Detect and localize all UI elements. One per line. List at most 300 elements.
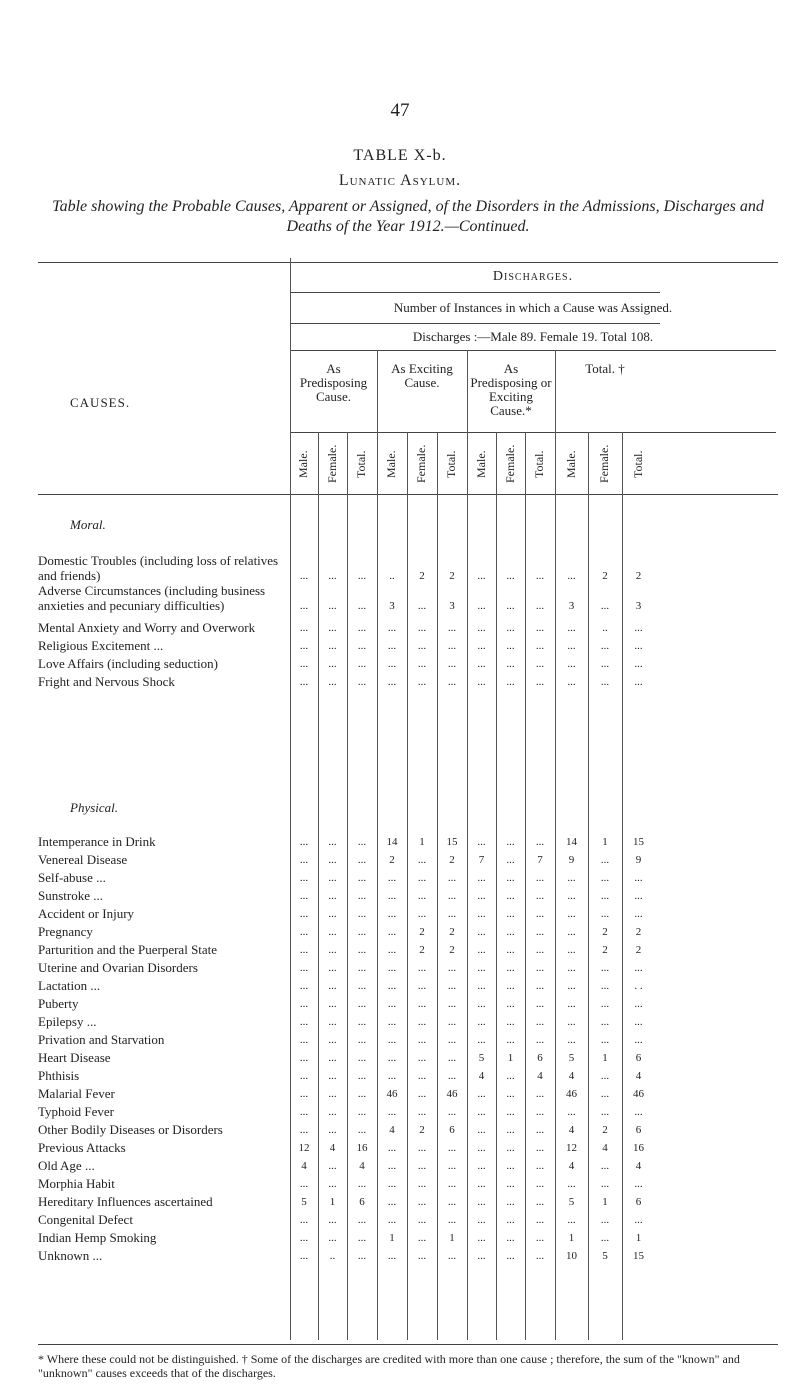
table-cell: ... xyxy=(477,570,486,582)
table-cell: ... xyxy=(506,600,515,612)
table-cell: ... xyxy=(357,570,367,582)
table-cell: 6 xyxy=(359,1196,365,1208)
table-cell: ... xyxy=(600,1034,610,1046)
table-cell: ... xyxy=(387,1178,397,1190)
table-cell: ... xyxy=(417,1142,427,1154)
table-cell: ... xyxy=(299,980,309,992)
cause-label: Adverse Circumstances (including business anxieties and pecuniary difficulties) xyxy=(38,583,266,613)
table-cell: ... xyxy=(600,1178,610,1190)
table-cell: ... xyxy=(447,872,457,884)
table-cell: ... xyxy=(357,1214,367,1226)
discharges-heading: Discharges. xyxy=(492,269,574,284)
table-cell: ... xyxy=(299,962,309,974)
table-cell: ... xyxy=(506,944,515,956)
table-cell: ... xyxy=(357,1124,367,1136)
table-cell: ... xyxy=(447,1034,457,1046)
table-cell: ... xyxy=(357,1106,367,1118)
table-cell: 2 xyxy=(449,944,455,956)
table-cell: ... xyxy=(328,1124,337,1136)
table-cell: ... xyxy=(600,962,610,974)
table-cell: ... xyxy=(506,1232,515,1244)
table-cell: 4 xyxy=(301,1160,307,1172)
table-cell: ... xyxy=(477,1106,486,1118)
table-cell: ... xyxy=(506,1160,515,1172)
table-cell: ... xyxy=(535,962,545,974)
causes-heading: CAUSES. xyxy=(70,395,131,410)
table-cell: ... xyxy=(357,1178,367,1190)
table-cell: ... xyxy=(506,998,515,1010)
table-cell: ... xyxy=(417,676,427,688)
cause-label: Self-abuse ... xyxy=(38,870,106,885)
table-cell: ... xyxy=(357,872,367,884)
table-cell: ... xyxy=(567,658,576,670)
table-cell: 5 xyxy=(568,1196,575,1208)
table-cell: ... xyxy=(535,980,545,992)
table-cell: 4 xyxy=(568,1124,575,1136)
table-cell: ... xyxy=(477,1124,486,1136)
table-cell: ... xyxy=(387,998,397,1010)
table-cell: ... xyxy=(506,962,515,974)
table-cell: ... xyxy=(387,1142,397,1154)
table-cell: 46 xyxy=(386,1088,398,1100)
table-cell: ... xyxy=(357,640,367,652)
table-cell: 14 xyxy=(566,836,577,848)
table-cell: ... xyxy=(600,980,610,992)
table-cell: 7 xyxy=(478,854,485,866)
table-cell: ... xyxy=(417,908,427,920)
rule-top xyxy=(38,262,778,263)
cause-label: Old Age ... xyxy=(38,1158,95,1173)
table-cell: ... xyxy=(535,1160,545,1172)
table-cell: ... xyxy=(417,1070,427,1082)
table-cell: ... xyxy=(567,1214,576,1226)
table-cell: ... xyxy=(447,908,457,920)
table-cell: 2 xyxy=(602,944,608,956)
table-cell: ... xyxy=(535,1250,545,1262)
table-cell: ... xyxy=(328,1088,337,1100)
table-cell: ... xyxy=(357,836,367,848)
table-cell: ... xyxy=(477,944,486,956)
table-cell: ... xyxy=(387,980,397,992)
table-cell: ... xyxy=(417,1088,427,1100)
table-cell: ... xyxy=(567,962,576,974)
cause-label: Accident or Injury xyxy=(38,906,135,921)
table-caption: Table showing the Probable Causes, Apparent or Assigned, of the Disorders in the Admissions, Discharges and Deaths of the Year 1912.—Continued. xyxy=(52,198,764,235)
table-cell: ... xyxy=(387,676,397,688)
table-cell: ... xyxy=(387,890,397,902)
table-cell: ... xyxy=(506,1034,515,1046)
table-cell: ... xyxy=(328,998,337,1010)
table-cell: ... xyxy=(447,1160,457,1172)
table-cell: ... xyxy=(357,600,367,612)
table-cell: ... xyxy=(634,908,643,920)
table-cell: ... xyxy=(447,1214,457,1226)
table-cell: ... xyxy=(567,890,576,902)
table-cell: ... xyxy=(357,962,367,974)
table-cell: ... xyxy=(299,1124,309,1136)
table-cell: ... xyxy=(299,600,309,612)
table-cell: 16 xyxy=(633,1142,644,1154)
table-cell: ... xyxy=(506,836,515,848)
table-cell: ... xyxy=(600,890,610,902)
table-cell: ... xyxy=(417,1214,427,1226)
cause-label: Pregnancy xyxy=(38,924,93,939)
table-cell: ... xyxy=(600,1160,610,1172)
table-cell: .. xyxy=(329,1250,336,1262)
cause-label: Previous Attacks xyxy=(38,1140,126,1155)
table-cell: ... xyxy=(477,658,486,670)
table-cell: ... xyxy=(328,872,337,884)
table-cell: ... xyxy=(417,1016,427,1028)
table-cell: 4 xyxy=(568,1160,575,1172)
cause-label: Religious Excitement ... xyxy=(38,638,164,653)
cause-label: Indian Hemp Smoking xyxy=(38,1230,157,1245)
table-cell: ... xyxy=(506,1016,515,1028)
table-cell: 1 xyxy=(449,1232,455,1244)
cause-label: Puberty xyxy=(38,996,79,1011)
table-cell: ... xyxy=(535,1142,545,1154)
table-cell: 1 xyxy=(602,1196,608,1208)
table-cell: ... xyxy=(477,1178,486,1190)
table-cell: ... xyxy=(477,1214,486,1226)
table-cell: 4 xyxy=(568,1070,575,1082)
table-cell: ... xyxy=(328,980,337,992)
table-cell: ... xyxy=(299,1106,309,1118)
table-cell: ... xyxy=(535,1106,545,1118)
table-cell: 15 xyxy=(446,836,458,848)
subcol-heading: Male. xyxy=(563,450,578,478)
table-cell: ... xyxy=(477,600,486,612)
table-cell: 46 xyxy=(633,1088,644,1100)
table-cell: 6 xyxy=(449,1124,455,1136)
table-cell: ... xyxy=(506,854,515,866)
table-cell: ... xyxy=(447,622,457,634)
table-cell: ... xyxy=(567,570,576,582)
group-heading: Total. † xyxy=(585,361,625,376)
table-cell: 4 xyxy=(635,1160,642,1172)
table-cell: ... xyxy=(387,658,397,670)
table-cell: 10 xyxy=(566,1250,577,1262)
cause-label: Morphia Habit xyxy=(38,1176,115,1191)
table-cell: ... xyxy=(299,872,309,884)
table-cell: ... xyxy=(299,622,309,634)
table-cell: ... xyxy=(328,600,337,612)
table-cell: ... xyxy=(299,570,309,582)
table-cell: ... xyxy=(357,676,367,688)
table-cell: ... xyxy=(417,640,427,652)
section-moral: Moral. xyxy=(70,517,106,532)
table-cell: 3 xyxy=(449,600,455,612)
table-cell: ... xyxy=(567,1034,576,1046)
table-cell: ... xyxy=(506,1214,515,1226)
table-cell: ... xyxy=(417,658,427,670)
table-cell: ... xyxy=(506,926,515,938)
table-cell: ... xyxy=(387,1214,397,1226)
table-cell: 4 xyxy=(635,1070,642,1082)
table-cell: ... xyxy=(535,1196,545,1208)
cause-label: Hereditary Influences ascertained xyxy=(38,1194,213,1209)
table-cell: ... xyxy=(477,1250,486,1262)
table-cell: ... xyxy=(299,1016,309,1028)
table-cell: 2 xyxy=(602,570,608,582)
table-cell: ... xyxy=(634,962,643,974)
table-cell: ... xyxy=(328,676,337,688)
table-cell: ... xyxy=(506,908,515,920)
group-heading: As Exciting Cause. xyxy=(391,361,453,390)
table-cell: 1 xyxy=(419,836,425,848)
table-cell: 3 xyxy=(568,600,575,612)
table-cell: 6 xyxy=(635,1196,642,1208)
table-cell: ... xyxy=(417,854,427,866)
table-cell: ... xyxy=(567,872,576,884)
table-cell: ... xyxy=(600,1106,610,1118)
subcol-heading: Total. xyxy=(532,450,546,478)
table-cell: 9 xyxy=(568,854,575,866)
table-cell: 1 xyxy=(329,1196,336,1208)
cause-label: Privation and Starvation xyxy=(38,1032,165,1047)
table-cell: ... xyxy=(600,600,610,612)
table-cell: ... xyxy=(506,1250,515,1262)
table-cell: ... xyxy=(567,944,576,956)
cause-label: Mental Anxiety and Worry and Overwork xyxy=(38,620,256,635)
table-cell: ... xyxy=(328,908,337,920)
table-cell: ... xyxy=(535,1124,545,1136)
table-cell: 5 xyxy=(602,1250,608,1262)
table-cell: ... xyxy=(328,1160,337,1172)
table-cell: ... xyxy=(600,1016,610,1028)
table-cell: ... xyxy=(387,1160,397,1172)
table-cell: ... xyxy=(535,926,545,938)
table-cell: 46 xyxy=(446,1088,458,1100)
table-cell: ... xyxy=(387,926,397,938)
table-cell: 4 xyxy=(537,1070,543,1082)
table-cell: ... xyxy=(535,640,545,652)
table-cell: ... xyxy=(477,908,486,920)
table-cell: ... xyxy=(357,926,367,938)
table-cell: ... xyxy=(634,1178,643,1190)
table-cell: 2 xyxy=(635,926,642,938)
table-cell: 3 xyxy=(389,600,395,612)
table-cell: ... xyxy=(506,1088,515,1100)
table-cell: ... xyxy=(299,1232,309,1244)
table-cell: ... xyxy=(387,1052,397,1064)
table-cell: ... xyxy=(477,1142,486,1154)
table-cell: ... xyxy=(535,600,545,612)
table-cell: ... xyxy=(387,1034,397,1046)
table-cell: ... xyxy=(357,1088,367,1100)
table-cell: 4 xyxy=(359,1160,365,1172)
table-cell: ... xyxy=(417,1232,427,1244)
table-cell: ... xyxy=(477,980,486,992)
cause-label: Parturition and the Puerperal State xyxy=(38,942,218,957)
table-cell: 2 xyxy=(419,926,425,938)
cause-label: Unknown ... xyxy=(38,1248,103,1263)
cause-label: Love Affairs (including seduction) xyxy=(38,656,218,671)
table-cell: ... xyxy=(447,658,457,670)
table-cell: ... xyxy=(477,1196,486,1208)
table-cell: ... xyxy=(506,622,515,634)
cause-label: Intemperance in Drink xyxy=(38,834,156,849)
table-cell: ... xyxy=(357,1034,367,1046)
table-cell: ... xyxy=(357,658,367,670)
table-cell: 2 xyxy=(635,570,642,582)
table-cell: 1 xyxy=(507,1052,514,1064)
table-cell: ... xyxy=(357,890,367,902)
table-cell: ... xyxy=(600,872,610,884)
table-cell: ... xyxy=(417,1160,427,1172)
table-cell: ... xyxy=(600,676,610,688)
table-cell: ... xyxy=(357,1250,367,1262)
table-cell: 2 xyxy=(419,570,425,582)
table-cell: ... xyxy=(387,872,397,884)
table-cell: ... xyxy=(447,962,457,974)
table-cell: ... xyxy=(417,622,427,634)
table-cell: ... xyxy=(357,944,367,956)
table-cell: ... xyxy=(357,1052,367,1064)
footnote: * Where these could not be distinguished. † Some of the discharges are credited with more than one cause ; therefore, the sum of the "known" and "unknown" causes exceeds that of the discharges. xyxy=(38,1352,740,1380)
table-cell: ... xyxy=(299,836,309,848)
table-cell: 2 xyxy=(419,944,425,956)
subcol-heading: Total. xyxy=(444,450,458,478)
table-cell: 7 xyxy=(537,854,543,866)
table-cell: ... xyxy=(600,908,610,920)
table-cell: ... xyxy=(328,570,337,582)
table-cell: ... xyxy=(567,980,576,992)
cause-label: Fright and Nervous Shock xyxy=(38,674,175,689)
table-cell: ... xyxy=(567,1016,576,1028)
table-cell: ... xyxy=(299,640,309,652)
table-cell: ... xyxy=(299,676,309,688)
table-cell: ... xyxy=(328,1232,337,1244)
table-cell: ... xyxy=(387,640,397,652)
table-cell: ... xyxy=(535,1016,545,1028)
table-cell: ... xyxy=(600,854,610,866)
table-cell: ... xyxy=(535,570,545,582)
table-cell: ... xyxy=(447,890,457,902)
table-cell: ... xyxy=(328,1052,337,1064)
table-cell: ... xyxy=(506,676,515,688)
table-cell: ... xyxy=(634,622,643,634)
table-cell: ... xyxy=(634,890,643,902)
table-cell: 16 xyxy=(356,1142,368,1154)
table-cell: ... xyxy=(357,1016,367,1028)
table-cell: ... xyxy=(535,658,545,670)
table-cell: ... xyxy=(535,1214,545,1226)
table-cell: ... xyxy=(387,622,397,634)
table-cell: ... xyxy=(634,658,643,670)
table-cell: ... xyxy=(535,872,545,884)
table-cell: ... xyxy=(600,998,610,1010)
table-cell: ... xyxy=(535,622,545,634)
table-cell: ... xyxy=(417,600,427,612)
rule-instances xyxy=(290,323,660,324)
table-cell: ... xyxy=(477,926,486,938)
table-cell: ... xyxy=(535,676,545,688)
table-cell: ... xyxy=(328,1034,337,1046)
table-cell: ... xyxy=(299,890,309,902)
totals-line: Discharges :—Male 89. Female 19. Total 108. xyxy=(412,329,654,344)
table-cell: 1 xyxy=(602,836,608,848)
table-cell: ... xyxy=(506,980,515,992)
table-cell: ... xyxy=(357,854,367,866)
table-cell: ... xyxy=(535,1178,545,1190)
cause-label: Epilepsy ... xyxy=(38,1014,97,1029)
table-cell: ... xyxy=(506,1196,515,1208)
table-cell: 2 xyxy=(449,926,455,938)
table-cell: ... xyxy=(328,622,337,634)
table-cell: ... xyxy=(299,1214,309,1226)
table-cell: ... xyxy=(600,1088,610,1100)
table-cell: ... xyxy=(447,640,457,652)
rule-totals xyxy=(290,350,776,351)
table-cell: ... xyxy=(417,890,427,902)
table-cell: 4 xyxy=(329,1142,336,1154)
table-cell: ... xyxy=(328,1016,337,1028)
table-cell: ... xyxy=(477,998,486,1010)
table-cell: ... xyxy=(506,872,515,884)
table-cell: ... xyxy=(387,944,397,956)
table-cell: ... xyxy=(600,1214,610,1226)
table-cell: ... xyxy=(506,890,515,902)
table-cell: ... xyxy=(299,908,309,920)
table-cell: ... xyxy=(634,640,643,652)
table-cell: 1 xyxy=(568,1232,575,1244)
table-cell: ... xyxy=(634,872,643,884)
table-cell: 2 xyxy=(635,944,642,956)
table-cell: 4 xyxy=(602,1142,608,1154)
table-cell: ... xyxy=(535,836,545,848)
table-cell: ... xyxy=(634,998,643,1010)
subcol-heading: Male. xyxy=(296,450,310,478)
table-cell: ... xyxy=(447,1070,457,1082)
table-cell: ... xyxy=(477,1160,486,1172)
table-cell: ... xyxy=(634,1106,643,1118)
cause-label: Phthisis xyxy=(38,1068,80,1083)
table-cell: .. xyxy=(602,622,608,634)
table-cell: 2 xyxy=(602,1124,608,1136)
table-cell: ... xyxy=(417,962,427,974)
table-cell: ... xyxy=(417,1034,427,1046)
table-cell: ... xyxy=(477,1088,486,1100)
table-cell: ... xyxy=(417,1106,427,1118)
table-cell: ... xyxy=(477,1232,486,1244)
table-cell: ... xyxy=(387,1250,397,1262)
table-cell: ... xyxy=(417,1052,427,1064)
table-cell: ... xyxy=(477,1034,486,1046)
cause-label: Other Bodily Diseases or Disorders xyxy=(38,1122,223,1137)
subcol-heading: Total. xyxy=(354,450,368,478)
table-cell: ... xyxy=(634,676,643,688)
table-cell: ... xyxy=(567,640,576,652)
table-cell: ... xyxy=(299,998,309,1010)
table-cell: ... xyxy=(535,908,545,920)
table-cell: ... xyxy=(417,998,427,1010)
table-cell: 1 xyxy=(635,1232,642,1244)
table-cell: ... xyxy=(506,1142,515,1154)
table-cell: ... xyxy=(535,1232,545,1244)
table-cell: ... xyxy=(535,890,545,902)
table-cell: ... xyxy=(477,836,486,848)
subcol-heading: Female. xyxy=(324,444,339,484)
table-cell: ... xyxy=(328,926,337,938)
table-cell: ... xyxy=(506,570,515,582)
table-cell: 4 xyxy=(389,1124,395,1136)
table-cell: ... xyxy=(387,1196,397,1208)
table-cell: ... xyxy=(567,908,576,920)
cause-label: Uterine and Ovarian Disorders xyxy=(38,960,198,975)
subcol-heading: Female. xyxy=(502,444,517,484)
table-cell: ... xyxy=(417,1250,427,1262)
